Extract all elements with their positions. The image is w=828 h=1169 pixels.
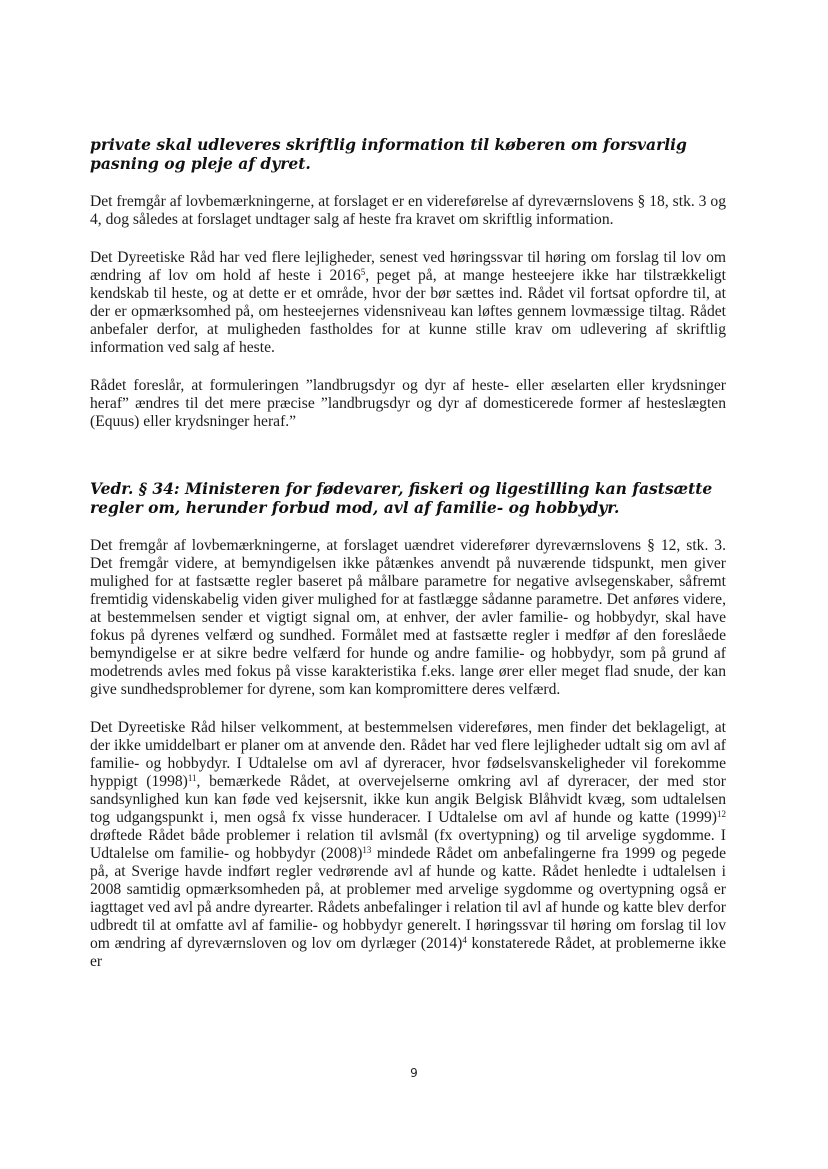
footnote-ref: 12 bbox=[717, 809, 726, 819]
section-heading-paragraf-34: Vedr. § 34: Ministeren for fødevarer, fiskeri og ligestilling kan fastsætte regler om, herunder forbud mod, avl af familie- og hobbydyr. bbox=[90, 479, 713, 517]
footnote-ref: 4 bbox=[462, 935, 467, 945]
paragraph-formulering: Rådet foreslår, at formuleringen ”landbrugsdyr og dyr af heste- eller æselarten eller krydsninger heraf” ændres til det mere præcise ”landbrugsdyr og dyr af domesticerede former af hesteslægten (Equus) eller krydsninger heraf.” bbox=[90, 377, 726, 430]
paragraph-text: konstaterede Rådet, at problemerne ikke er bbox=[90, 935, 726, 970]
section-heading-continued: private skal udleveres skriftlig information til køberen om forsvarlig pasning og pleje af dyret. bbox=[90, 135, 687, 173]
page-number: 9 bbox=[410, 1066, 418, 1080]
paragraph-text: , peget på, at mange hesteejere ikke har tilstrækkeligt kendskab til heste, og at dette er et område, hvor der bør sættes ind. Rådet vil fortsat opfordre til, at der er opmærksomhed på, om hesteejernes vidensniveau kan løftes gennem lovmæssige tiltag. Rådet anbefaler derfor, at muligheden fastholdes for at kunne stille krav om udlevering af skriftlig information ved salg af heste. bbox=[90, 267, 726, 356]
paragraph-lovbemaerkninger-2: Det fremgår af lovbemærkningerne, at forslaget uændret viderefører dyreværnslovens § 12, stk. 3. Det fremgår videre, at bemyndigelsen ikke påtænkes anvendt på nuværende tidspunkt, men giver mulighed for at fastsætte regler baseret på målbare parametre for negative avlsegenskaber, såfremt fremtidig videnskabelig viden giver mulighed for at fastlægge sådanne parametre. Det anføres videre, at bestemmelsen sender et vigtigt signal om, at enhver, der avler familie- og hobbydyr, skal have fokus på dyrenes velfærd og sundhed. Formålet med at fastsætte regler i medfør af den foreslåede bemyndigelse er at sikre bedre velfærd for hunde og andre familie- og hobbydyr, som på grund af modetrends avles med fokus på visse karakteristika f.eks. lange ører eller meget flad snude, der kan give sundhedsproblemer for dyrene, som kan kompromittere deres velfærd. bbox=[90, 537, 726, 698]
paragraph-text: Det Dyreetiske Råd har ved flere lejligheder, senest ved høringssvar til høring om forslag til lov om ændring af lov om hold af heste i 2016 bbox=[90, 249, 726, 284]
paragraph-text: mindede Rådet om anbefalingerne fra 1999 og pegede på, at Sverige havde indført regler vedrørende avl af hunde og katte. Rådet henledte i udtalelsen i 2008 samtidig opmærksomheden på, at problemer med arvelige sygdomme og overtypning også er iagttaget ved avl på andre dyrearter. Rådets anbefalinger i relation til avl af hunde og katte blev derfor udbredt til at omfatte avl af familie- og hobbydyr generelt. I høringssvar til høring om forslag til lov om ændring af dyreværnsloven og lov om dyrlæger (2014) bbox=[90, 845, 726, 952]
paragraph-text: drøftede Rådet både problemer i relation til avlsmål (fx overtypning) og til arvelige sygdomme. I Udtalelse om familie- og hobbydyr (2008) bbox=[90, 827, 726, 862]
paragraph-text: Det Dyreetiske Råd hilser velkomment, at bestemmelsen videreføres, men finder det beklageligt, at der ikke umiddelbart er planer om at anvende den. Rådet har ved flere lejligheder udtalt sig om avl af familie- og hobbydyr. I Udtalelse om avl af dyreracer, hvor fødselsvanskeligheder vil forekomme hyppigt (1998) bbox=[90, 719, 726, 790]
paragraph-lovbemaerkninger-1: Det fremgår af lovbemærkningerne, at forslaget er en videreførelse af dyreværnslovens § 18, stk. 3 og 4, dog således at forslaget undtager salg af heste fra kravet om skriftlig information. bbox=[90, 193, 726, 228]
paragraph-heste-information bbox=[90, 249, 726, 357]
paragraph-text: , bemærkede Rådet, at overvejelserne omkring avl af dyreracer, der med stor sandsynlighed kun kan føde ved kejsersnit, ikke kun angik Belgisk Blåhvidt kvæg, som udtalelsen tog udgangspunkt i, men også fx visse hunderacer. I Udtalelse om avl af hunde og katte (1999) bbox=[90, 773, 726, 826]
paragraph-raadet-avl bbox=[90, 719, 726, 971]
footnote-ref: 11 bbox=[187, 773, 197, 783]
footnote-ref: 13 bbox=[362, 845, 372, 855]
footnote-ref: 5 bbox=[360, 267, 366, 277]
document-page bbox=[90, 135, 726, 971]
